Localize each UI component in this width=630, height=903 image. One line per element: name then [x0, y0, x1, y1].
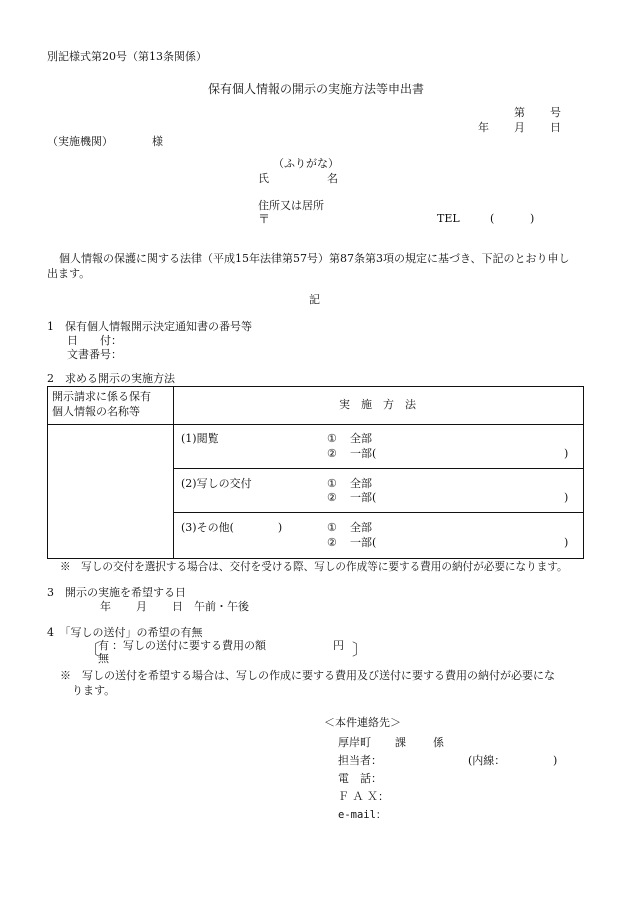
postal-mark: 〒: [258, 212, 271, 226]
section4-note-line2: ります。: [72, 684, 116, 697]
ki-label: 記: [309, 293, 320, 306]
table-row-rule-2: [173, 512, 583, 513]
name-mei: 名: [327, 172, 338, 185]
section1-docnum: 文書番号：: [67, 348, 122, 361]
send-yes: 有: [98, 639, 109, 652]
intro-line1: 個人情報の保護に関する法律（平成15年法律第57号）第87条第3項の規定に基づき、下記のとおり申し: [59, 252, 570, 265]
form-id: 別記様式第20号（第13条関係）: [47, 50, 207, 63]
contact-heading: ＜本件連絡先＞: [324, 716, 401, 729]
send-yes-detail: ：写しの送付に要する費用の額: [112, 639, 266, 652]
date-year: 年: [478, 121, 489, 134]
row3-opt1-text: 全部: [350, 521, 372, 534]
row2-label: (2)写しの交付: [181, 477, 252, 490]
number-dai: 第: [514, 106, 525, 119]
row1-opt2-text: 一部(: [350, 447, 377, 460]
section3-day: 日: [172, 600, 183, 613]
table-row-rule-1: [173, 468, 583, 469]
page-title: 保有個人情報の開示の実施方法等申出書: [208, 82, 425, 96]
date-month: 月: [514, 121, 525, 134]
section3-heading: 3 開示の実施を希望する日: [47, 586, 186, 599]
section2-note: ※ 写しの交付を選択する場合は、交付を受ける際、写しの作成等に要する費用の納付が必要になります。: [60, 561, 568, 573]
section4-heading: 4 「写しの送付」の希望の有無: [47, 626, 203, 639]
row3-opt2-mark: ②: [327, 536, 337, 549]
address-label: 住所又は居所: [258, 199, 324, 212]
tel-paren-close: ): [530, 212, 535, 225]
section3-ampm: 午前・午後: [194, 600, 249, 613]
row3-close-paren: ): [564, 536, 569, 549]
row1-opt2-mark: ②: [327, 447, 337, 460]
row3-label: (3)その他( ): [181, 521, 283, 534]
row2-opt2-text: 一部(: [350, 491, 377, 504]
row1-opt1-text: 全部: [350, 432, 372, 445]
intro-line2: 出ます。: [47, 267, 91, 280]
send-no: 無: [98, 652, 109, 665]
row2-opt1-text: 全部: [350, 477, 372, 490]
section4-note-line1: ※ 写しの送付を希望する場合は、写しの作成に要する費用及び送付に要する費用の納付が必要にな: [60, 669, 555, 682]
tel-paren-open: (: [490, 212, 495, 225]
name-shi: 氏: [258, 172, 269, 185]
row2-close-paren: ): [564, 491, 569, 504]
section3-month: 月: [136, 600, 147, 613]
contact-fax: Ｆ Ａ Ｘ：: [338, 790, 389, 803]
section2-heading: 2 求める開示の実施方法: [47, 372, 175, 385]
row3-opt1-mark: ①: [327, 521, 337, 534]
section1-heading: 1 保有個人情報開示決定通知書の番号等: [47, 320, 252, 333]
row3-opt2-text: 一部(: [350, 536, 377, 549]
section3-year: 年: [100, 600, 111, 613]
date-day: 日: [550, 121, 561, 134]
right-bracket: 〕: [352, 640, 369, 659]
col2-header: 実 施 方 法: [339, 398, 416, 411]
contact-extension: (内線：: [468, 754, 506, 767]
tel-label: TEL: [437, 212, 460, 225]
contact-email: e-mail：: [338, 809, 387, 821]
contact-person: 担当者：: [338, 754, 382, 767]
col1-header-line2: 個人情報の名称等: [52, 405, 140, 418]
row1-opt1-mark: ①: [327, 432, 337, 445]
row1-label: (1)閲覧: [181, 432, 219, 445]
table-divider-vertical: [173, 386, 174, 558]
contact-phone: 電 話：: [338, 772, 382, 785]
col1-header-line1: 開示請求に係る保有: [52, 390, 151, 403]
row1-close-paren: ): [564, 447, 569, 460]
contact-dept-ka: 課: [395, 736, 406, 749]
table-header-rule: [47, 424, 583, 425]
row2-opt2-mark: ②: [327, 491, 337, 504]
recipient-honorific: 様: [152, 135, 163, 148]
number-go: 号: [550, 106, 561, 119]
contact-dept-kakari: 係: [433, 736, 444, 749]
section1-date: 日 付：: [67, 334, 122, 347]
send-yen: 円: [333, 639, 344, 652]
furigana-label: （ふりがな）: [273, 157, 339, 170]
contact-extension-close: ): [553, 754, 558, 767]
recipient: （実施機関）: [47, 135, 113, 148]
row2-opt1-mark: ①: [327, 477, 337, 490]
left-bracket: 〔: [84, 640, 101, 659]
contact-dept-town: 厚岸町: [338, 736, 371, 749]
